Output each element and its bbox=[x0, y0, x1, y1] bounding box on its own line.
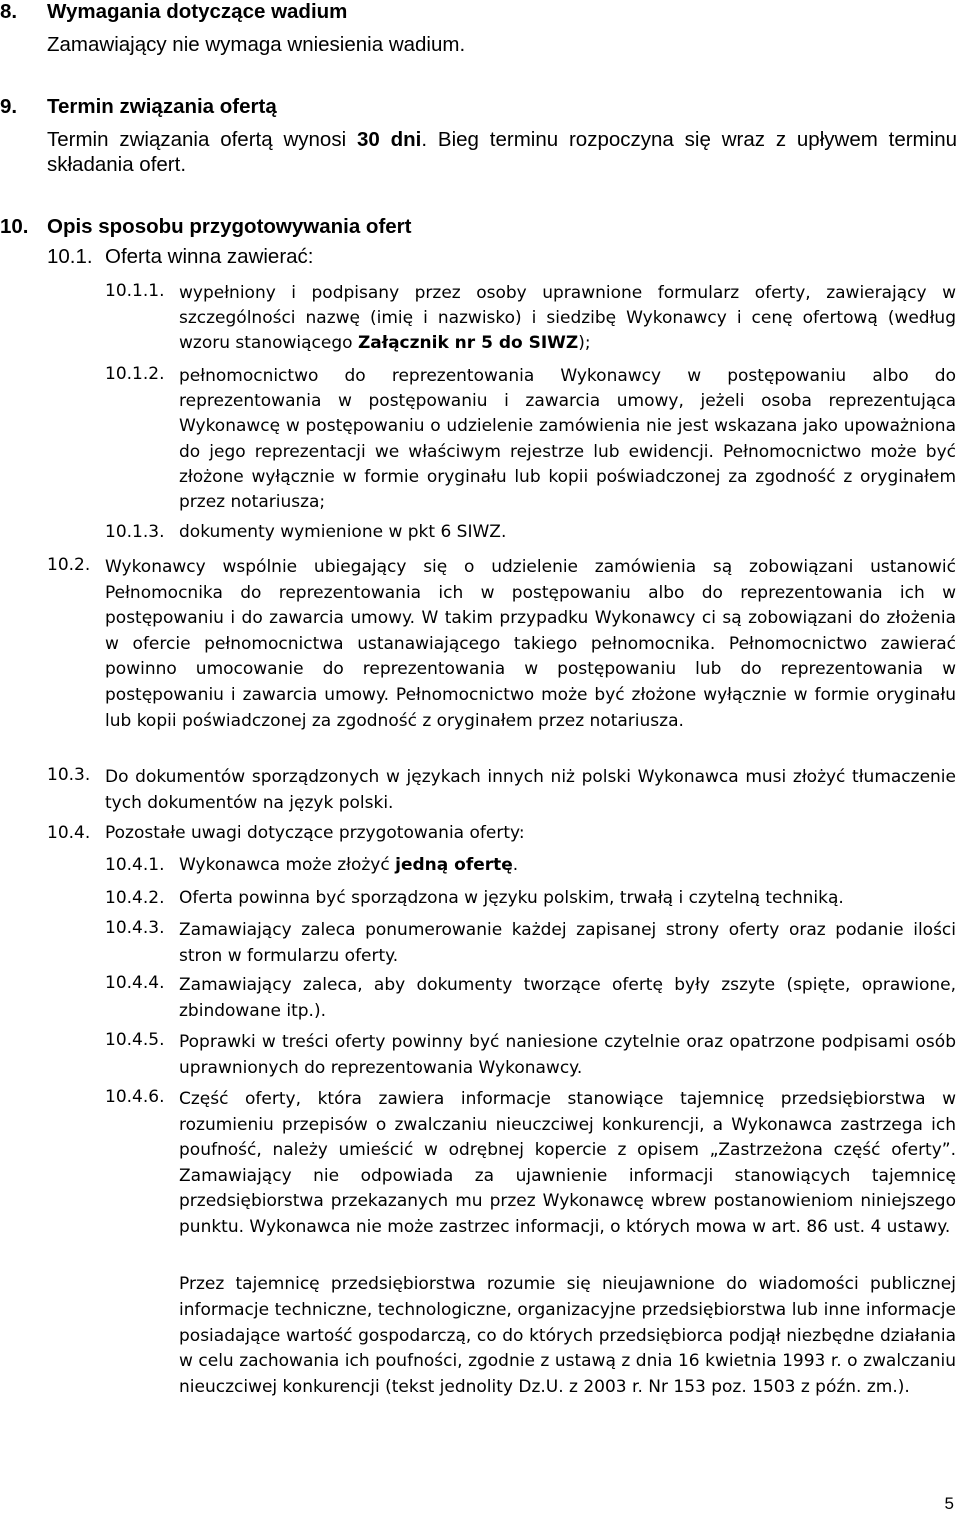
section-10-title: Opis sposobu przygotowywania ofert bbox=[47, 215, 412, 238]
section-8-number: 8. bbox=[0, 0, 18, 23]
section-9-text-end: . Bieg terminu rozpoczyna się wraz z upływem terminu składania ofert. bbox=[47, 128, 957, 176]
item-10-4-text: Pozostałe uwagi dotyczące przygotowania oferty: bbox=[105, 823, 525, 843]
item-10-2-text: Wykonawcy wspólnie ubiegający się o udzielenie zamówienia są zobowiązani ustanowić Pełnomocnika do reprezentowania ich w postępowaniu albo do reprezentowania ich w postępowaniu i do zawarcia umowy. W takim przypadku Wykonawcy ci są zobowiązani do złożenia w ofercie pełnomocnictwa ustanawiającego takiego pełnomocnika. Pełnomocnictwo zawierać powinno umocowanie do reprezentowania w postępowaniu lub do reprezentowania w postępowaniu i zawarcia umowy. Pełnomocnictwo może być złożone wyłącznie w formie oryginału lub kopii poświadczonej za zgodność z oryginałem przez notariusza. bbox=[105, 557, 956, 731]
item-10-1-1-text-bold: Załącznik nr 5 do SIWZ bbox=[357, 333, 579, 353]
section-9-text bbox=[47, 127, 957, 177]
item-10-4-6-text-continued: Przez tajemnicę przedsiębiorstwa rozumie się nieujawnione do wiadomości publicznej informacje techniczne, technologiczne, organizacyjne przedsiębiorstwa lub inne informacje posiadające wartość gospodarczą, co do których przedsiębiorca podjął niezbędne działania w celu zachowania ich poufności, zgodnie z ustawą z dnia 16 kwietnia 1993 r. o zwalczaniu nieuczciwej konkurencji (tekst jednolity Dz.U. z 2003 r. Nr 153 poz. 1503 z późn. zm.). bbox=[179, 1274, 956, 1398]
item-10-1-3-text: dokumenty wymienione w pkt 6 SIWZ. bbox=[179, 522, 507, 542]
section-8-title: Wymagania dotyczące wadium bbox=[47, 0, 348, 23]
item-10-1-2-text: pełnomocnictwo do reprezentowania Wykonawcy w postępowaniu albo do reprezentowania w postępowaniu i zawarcia umowy, jeżeli osoba reprezentująca Wykonawcę w postępowaniu o udzielenie zamówienia nie jest wskazana jako upoważniona do jego reprezentacji we właściwym rejestrze lub ewidencji. Pełnomocnictwo może być złożone wyłącznie w formie oryginału lub kopii poświadczonej za zgodność z oryginałem przez notariusza; bbox=[179, 366, 956, 513]
section-9-title: Termin związania ofertą bbox=[47, 95, 277, 118]
item-10-4-5-text: Poprawki w treści oferty powinny być naniesione czytelnie oraz opatrzone podpisami osób uprawnionych do reprezentowania Wykonawcy. bbox=[179, 1032, 956, 1078]
section-10-number: 10. bbox=[0, 215, 29, 238]
item-10-4-1-text-start: Wykonawca może złożyć bbox=[179, 855, 396, 875]
item-10-4-2-number: 10.4.2. bbox=[105, 888, 165, 908]
item-10-1-1-text bbox=[179, 281, 956, 356]
item-10-3-number: 10.3. bbox=[47, 765, 91, 785]
item-10-1-1-number: 10.1.1. bbox=[105, 281, 165, 301]
item-10-1-text: Oferta winna zawierać: bbox=[105, 245, 314, 268]
item-10-4-1-number: 10.4.1. bbox=[105, 855, 165, 875]
item-10-4-6-text: Część oferty, która zawiera informacje stanowiące tajemnicę przedsiębiorstwa w rozumieniu przepisów o zwalczaniu nieuczciwej konkurencji, a Wykonawca zastrzega ich poufność, należy umieścić w odrębnej kopercie z opisem „Zastrzeżona część oferty”. Zamawiający nie odpowiada za ujawnienie informacji stanowiących tajemnicę przedsiębiorstwa przekazanych mu przez Wykonawcę wbrew postanowieniom niniejszego punktu. Wykonawca nie może zastrzec informacji, o których mowa w art. 86 ust. 4 ustawy. bbox=[179, 1089, 956, 1237]
page-number: 5 bbox=[944, 1494, 954, 1513]
item-10-4-1-text-bold: jedną ofertę bbox=[395, 855, 513, 875]
item-10-1-1-text-end: ); bbox=[578, 333, 591, 353]
item-10-1-3-number: 10.1.3. bbox=[105, 522, 165, 542]
section-8-text: Zamawiający nie wymaga wniesienia wadium. bbox=[47, 33, 466, 56]
section-9-text-start: Termin związania ofertą wynosi bbox=[47, 128, 357, 151]
item-10-4-3-text: Zamawiający zaleca ponumerowanie każdej zapisanej strony oferty oraz podanie ilości stron w formularzu oferty. bbox=[179, 920, 956, 966]
item-10-4-3-number: 10.4.3. bbox=[105, 918, 165, 938]
item-10-2-number: 10.2. bbox=[47, 555, 91, 575]
item-10-3-text: Do dokumentów sporządzonych w językach innych niż polski Wykonawca musi złożyć tłumaczenie tych dokumentów na język polski. bbox=[105, 767, 956, 813]
section-9-number: 9. bbox=[0, 95, 18, 118]
item-10-4-5-number: 10.4.5. bbox=[105, 1030, 165, 1050]
item-10-4-1-text-end: . bbox=[512, 855, 519, 875]
item-10-1-number: 10.1. bbox=[47, 245, 93, 268]
item-10-4-4-number: 10.4.4. bbox=[105, 973, 165, 993]
item-10-4-4-text: Zamawiający zaleca, aby dokumenty tworzące ofertę były zszyte (spięte, oprawione, zbindowane itp.). bbox=[179, 975, 956, 1021]
item-10-4-number: 10.4. bbox=[47, 823, 91, 843]
section-9-text-bold: 30 dni bbox=[356, 128, 422, 151]
item-10-1-1-text-start: wypełniony i podpisany przez osoby uprawnione formularz oferty, zawierający w szczególności nazwę (imię i nazwisko) i siedzibę Wykonawcy i cenę ofertową (według wzoru stanowiącego bbox=[179, 283, 956, 353]
item-10-4-6-number: 10.4.6. bbox=[105, 1087, 165, 1107]
item-10-4-2-text: Oferta powinna być sporządzona w języku polskim, trwałą i czytelną techniką. bbox=[179, 888, 844, 908]
item-10-4-1-text bbox=[179, 855, 518, 875]
item-10-1-2-number: 10.1.2. bbox=[105, 364, 165, 384]
